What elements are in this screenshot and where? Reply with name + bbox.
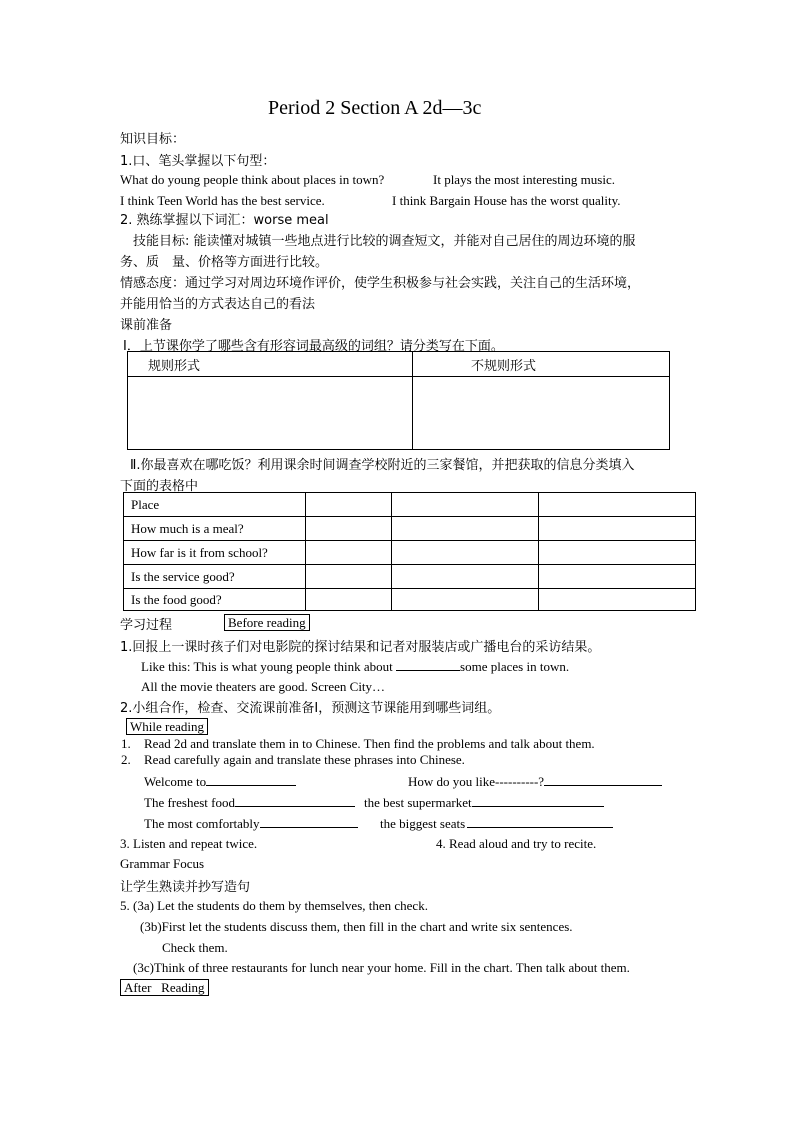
while-reading-box: While reading xyxy=(126,718,208,735)
phrase-4: the best supermarket xyxy=(364,795,472,810)
survey-cell[interactable] xyxy=(392,517,539,541)
attitude-line2: 并能用恰当的方式表达自己的看法 xyxy=(120,297,316,312)
goal2: 2. 熟练掌握以下词汇：worse meal xyxy=(120,213,329,228)
phrase-6-line xyxy=(380,815,613,832)
step5: 5. (3a) Let the students do them by themselves, then check. xyxy=(120,898,428,913)
phrase-2-line xyxy=(408,773,662,790)
survey-cell[interactable] xyxy=(306,517,392,541)
like-this-b: some places in town. xyxy=(460,659,570,674)
survey-cell[interactable] xyxy=(306,589,392,611)
survey-cell[interactable] xyxy=(392,589,539,611)
sentence-1: What do young people think about places in town? xyxy=(120,172,385,187)
answer-blank[interactable] xyxy=(467,815,613,828)
report-task: 1.回报上一课时孩子们对电影院的探讨结果和记者对服装店或广播电台的采访结果。 xyxy=(120,640,601,655)
phrase-5-line xyxy=(144,815,358,832)
step4: 4. Read aloud and try to recite. xyxy=(436,836,597,851)
grammar-focus: Grammar Focus xyxy=(120,856,205,871)
step5c: (3c)Think of three restaurants for lunch near your home. Fill in the chart. Then talk about them. xyxy=(133,960,630,975)
attitude-line1: 情感态度：通过学习对周边环境作评价，使学生积极参与社会实践，关注自己的生活环境， xyxy=(120,276,641,291)
phrase-5: The most comfortably xyxy=(144,816,260,831)
process-label: 学习过程 xyxy=(120,618,173,633)
prep-heading: 课前准备 xyxy=(120,318,173,333)
row-label-text: Is the service good? xyxy=(131,568,235,584)
phrase-1: Welcome to xyxy=(144,774,207,789)
survey-cell[interactable] xyxy=(392,493,539,517)
sentence-4: I think Bargain House has the worst quality. xyxy=(392,193,621,208)
group-task: 2.小组合作，检查、交流课前准备Ⅰ，预测这节课能用到哪些词组。 xyxy=(120,701,501,716)
step1-number: 1. xyxy=(121,736,131,751)
phrase-3-line xyxy=(144,794,355,811)
irregular-form-label: 不规则形式 xyxy=(471,358,537,374)
restaurant-survey-table xyxy=(123,492,696,611)
row-label-text: Place xyxy=(131,496,160,512)
row-label-text: How far is it from school? xyxy=(131,544,268,560)
answer-blank[interactable] xyxy=(544,773,662,786)
like-this-a: Like this: This is what young people think about xyxy=(141,659,397,674)
survey-cell[interactable] xyxy=(539,517,696,541)
row-label xyxy=(124,493,306,517)
like-this-line xyxy=(141,658,569,675)
survey-cell[interactable] xyxy=(306,565,392,589)
step1: Read 2d and translate them in to Chinese. Then find the problems and talk about them. xyxy=(144,736,595,751)
example-line: All the movie theaters are good. Screen City… xyxy=(141,679,386,694)
task2-line1: Ⅱ.你最喜欢在哪吃饭？利用课余时间调查学校附近的三家餐馆，并把获取的信息分类填入 xyxy=(130,458,635,473)
survey-cell[interactable] xyxy=(539,565,696,589)
survey-cell[interactable] xyxy=(539,541,696,565)
row-label xyxy=(124,541,306,565)
phrase-2: How do you like----------? xyxy=(408,774,545,789)
phrase-1-line xyxy=(144,773,296,790)
row-label-text: How much is a meal? xyxy=(131,520,244,536)
recite-task: 让学生熟读并抄写造句 xyxy=(120,880,251,895)
row-label xyxy=(124,589,306,611)
superlative-table xyxy=(127,351,670,450)
row-label-text: Is the food good? xyxy=(131,591,222,607)
step5b-line1: (3b)First let the students discuss them, then fill in the chart and write six sentences. xyxy=(140,919,573,934)
irregular-form-header xyxy=(413,352,670,377)
survey-cell[interactable] xyxy=(392,565,539,589)
row-label xyxy=(124,565,306,589)
answer-blank[interactable] xyxy=(396,658,460,671)
phrase-3: The freshest food xyxy=(144,795,235,810)
survey-cell[interactable] xyxy=(306,541,392,565)
after-reading-box: After Reading xyxy=(120,979,209,996)
page-title: Period 2 Section A 2d—3c xyxy=(268,97,482,119)
answer-blank[interactable] xyxy=(260,815,358,828)
irregular-form-cell[interactable] xyxy=(413,377,670,450)
knowledge-goal-label: 知识目标： xyxy=(120,132,186,147)
survey-cell[interactable] xyxy=(306,493,392,517)
sentence-2: It plays the most interesting music. xyxy=(433,172,615,187)
task1: Ⅰ．上节课你学了哪些含有形容词最高级的词组？请分类写在下面。 xyxy=(123,339,504,354)
step2-number: 2. xyxy=(121,752,131,767)
step3: 3. Listen and repeat twice. xyxy=(120,836,258,851)
goal1-label: 1.口、笔头掌握以下句型： xyxy=(120,154,276,169)
regular-form-header xyxy=(128,352,413,377)
before-reading-box: Before reading xyxy=(224,614,310,631)
answer-blank[interactable] xyxy=(206,773,296,786)
regular-form-cell[interactable] xyxy=(128,377,413,450)
row-label xyxy=(124,517,306,541)
sentence-3: I think Teen World has the best service. xyxy=(120,193,325,208)
step2: Read carefully again and translate these phrases into Chinese. xyxy=(144,752,465,767)
answer-blank[interactable] xyxy=(235,794,355,807)
regular-form-label: 规则形式 xyxy=(148,358,201,374)
survey-cell[interactable] xyxy=(392,541,539,565)
task2-line2: 下面的表格中 xyxy=(120,479,199,494)
answer-blank[interactable] xyxy=(472,794,604,807)
survey-cell[interactable] xyxy=(539,589,696,611)
phrase-6: the biggest seats xyxy=(380,816,466,831)
skill-goal-line1: 技能目标: 能读懂对城镇一些地点进行比较的调查短文，并能对自己居住的周边环境的服 xyxy=(133,234,636,249)
step5b-line2: Check them. xyxy=(162,940,228,955)
phrase-4-line xyxy=(364,794,604,811)
survey-cell[interactable] xyxy=(539,493,696,517)
skill-goal-line2: 务、质 量、价格等方面进行比较。 xyxy=(120,255,329,270)
